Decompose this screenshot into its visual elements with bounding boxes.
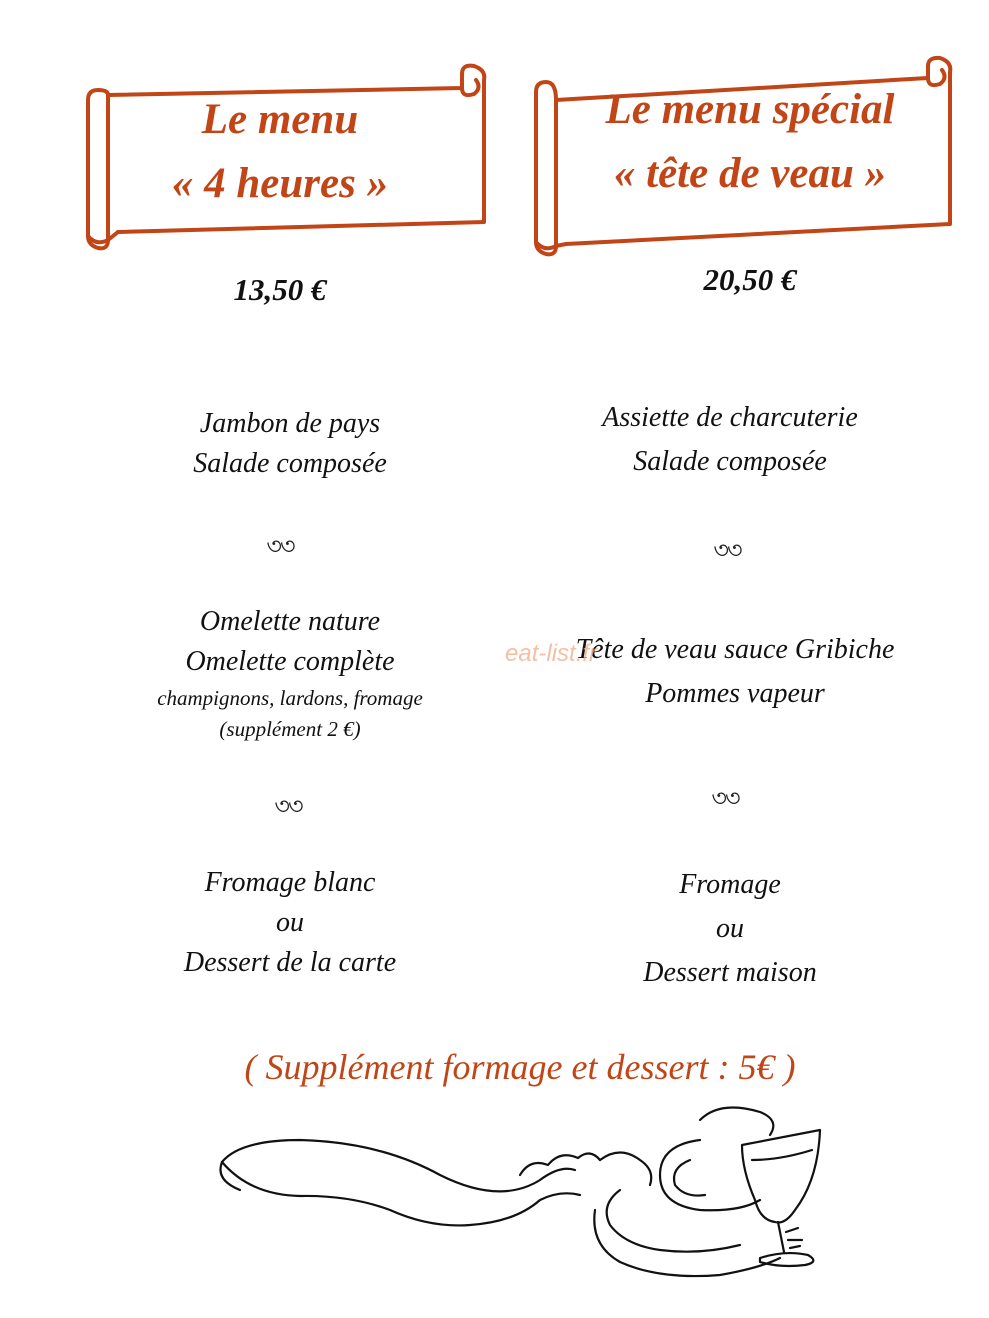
dessert-right-item: Fromage [679,869,781,900]
main-left-detail: (supplément 2 €) [219,717,361,741]
main-left-item: Omelette complète [185,646,395,677]
main-right-item: Tête de veau sauce Gribiche [575,634,895,665]
dessert-left-item: Fromage blanc [204,867,376,898]
starter-left-item: Jambon de pays [199,408,381,439]
menu-title-left-line1: Le menu [201,96,359,143]
watermark: eat-list.fr [505,640,598,667]
starter-left-item: Salade composée [193,448,387,479]
flourish-ornament-icon: ৩৩ [274,792,302,820]
dessert-left-item: ou [276,907,304,938]
main-left-item: Omelette nature [199,606,381,637]
starter-right-item: Salade composée [633,446,827,477]
menu-title-right-line1: Le menu spécial [605,86,895,133]
main-left-detail: champignons, lardons, fromage [157,686,423,710]
supplement-note: ( Supplément formage et dessert : 5€ ) [244,1047,796,1087]
flourish-ornament-icon: ৩৩ [713,536,741,564]
menu-price-left: 13,50 € [233,272,327,307]
menu-title-right-line2: « tête de veau » [613,150,887,197]
dessert-left-item: Dessert de la carte [183,947,397,978]
menu-price-right: 20,50 € [703,262,797,297]
menu-title-left-line2: « 4 heures » [171,160,389,207]
dessert-right-item: Dessert maison [643,957,817,988]
dessert-right-item: ou [716,913,744,944]
main-right-item: Pommes vapeur [645,678,825,709]
flourish-ornament-icon: ৩৩ [711,784,739,812]
starter-right-item: Assiette de charcuterie [602,402,858,433]
flourish-ornament-icon: ৩৩ [266,532,294,560]
